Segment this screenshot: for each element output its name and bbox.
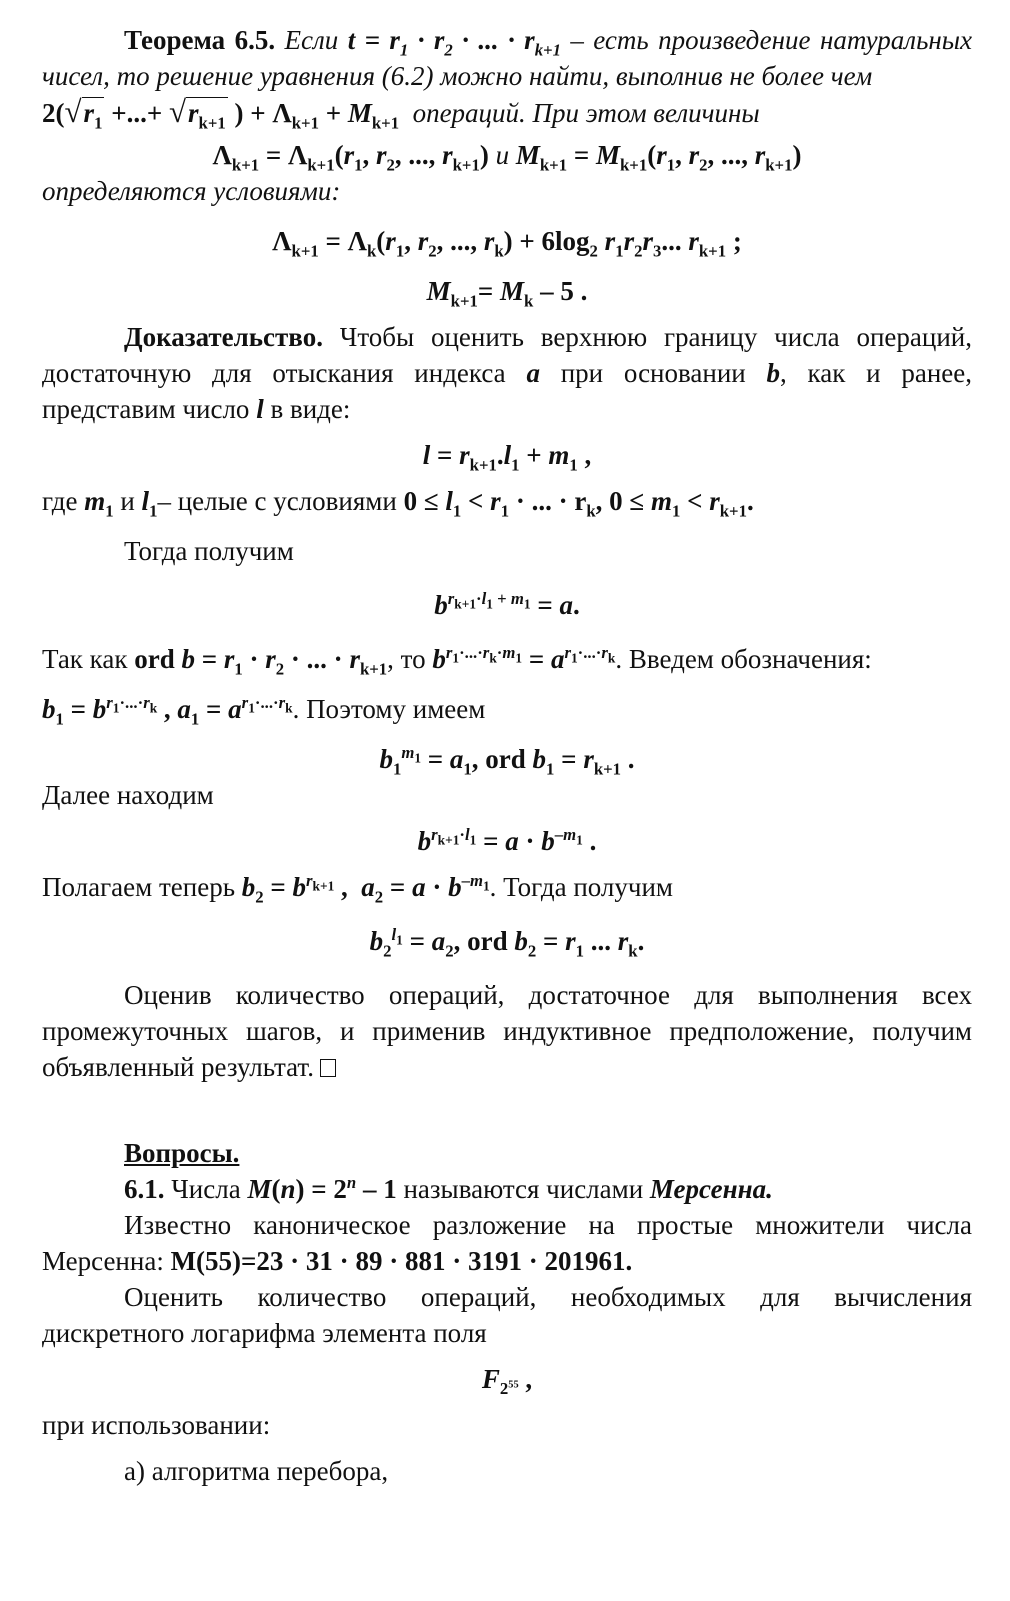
formula-b1-power: $b_1^{m_1} = a_1$, ord $b_1 = r_{k+1}$ . <box>379 743 635 779</box>
question-estimate-text: Оценить количество операций, необходимых для вычисления дискретного логарифма элемента поля <box>42 1282 972 1348</box>
proof-since-3: . Введем обозначения: <box>615 644 872 674</box>
proof-further <box>42 777 972 813</box>
proof-where-line: где $m_1$ и $l_1-$ целые с условиями $0 \le l_1 < r_1$ · ... · $r_k$, $0 \le m_1 < r_{k+1}$. <box>42 486 754 521</box>
proof-text-2: при основании <box>560 358 746 388</box>
formula-lambda-recurrence: $\Lambda_{k+1} = \Lambda_k(r_1$, $r_2$, ..., $r_k) + 6\log_2$ $r_1r_2r_3$... $r_{k+1}$ ; <box>272 226 742 261</box>
proof-put-line: Полагаем теперь $b_2 = b^{r_{k+1}}$ , $a_2 = a \cdot b^{-m_1}$. Тогда получим <box>42 871 674 907</box>
question-item-a <box>42 1453 972 1489</box>
question-text-1: Числа <box>171 1174 241 1204</box>
formula-b-power: $b^{r_{k+1}\cdot l_1 + m_1} = a$. <box>434 589 580 620</box>
questions-heading <box>42 1135 972 1171</box>
question-using <box>42 1407 972 1443</box>
proof-where-1: где <box>42 486 78 516</box>
question-known <box>42 1207 972 1279</box>
theorem-text-5: определяются условиями: <box>42 176 341 206</box>
proof-then-1-text: Тогда получим <box>124 536 294 566</box>
formula-field: $F_{2^{55}}$ , <box>481 1364 533 1399</box>
proof-paragraph: Доказательство. Чтобы оценить верхнюю границу числа операций, достаточную для отыскания индекса a при основании b, как и ранее, представим число l в виде: <box>42 322 973 424</box>
proof-text-3: , как и ранее, представим число <box>42 358 973 424</box>
formula-b2-power: $b_2^{l_1} = a_2$, ord $b_2 = r_1$ ... $r_k$. <box>369 925 645 961</box>
formula-m-recurrence: $M_{k+1}= M_k - 5$ . <box>426 276 588 311</box>
theorem-definition-formula: $\Lambda_{k+1} = \Lambda_{k+1}(r_1$, $r_2$, ..., $r_{k+1}$) и $M_{k+1} = M_{k+1}(r_1$, $r_2$, ..., $r_{k+1}$) <box>212 140 802 175</box>
proof-since-1: Так как <box>42 644 128 674</box>
theorem-text-4: и <box>495 140 510 170</box>
proof-since-2: , то <box>387 644 426 674</box>
question-text-2: называются числами <box>403 1174 644 1204</box>
proof-text-1: Чтобы оценить верхнюю границу числа операций, достаточную для отыскания индекса <box>42 322 972 388</box>
proof-conclusion <box>42 977 972 1085</box>
proof-title: Доказательство. <box>124 322 323 352</box>
question-mersenne-name: Мерсенна. <box>649 1174 773 1204</box>
theorem-paragraph <box>42 22 972 94</box>
formula-b-rk-l1: $b^{r_{k+1}\cdot l_1} = a \cdot b^{-m_1}$ . <box>417 825 597 856</box>
proof-put-2: . Тогда получим <box>489 872 674 902</box>
proof-put-1: Полагаем теперь <box>42 872 236 902</box>
proof-where-2: и <box>120 486 135 516</box>
proof-where-3: – целые с условиями <box>157 486 397 516</box>
qed-square-icon <box>320 1059 336 1077</box>
question-number: 6.1. <box>124 1174 165 1204</box>
theorem-text-2: – есть произведение натуральных чисел, то решение уравнения (6.2) можно найти, выполнив не более чем <box>42 25 973 91</box>
theorem-text-1: Если <box>284 25 339 55</box>
proof-since-line: Так как ord $b = r_1 \cdot r_2$ · ... · $r_{k+1}$, то $b^{r_1\cdot...\cdot r_k\cdot m_1} = a^{r_1\cdot...\cdot r_k}$. Введем обозначения: <box>42 643 872 679</box>
theorem-bound-line <box>42 94 972 131</box>
question-item-a-text: а) алгоритма перебора, <box>124 1456 389 1486</box>
question-using-text: при использовании: <box>42 1410 271 1440</box>
questions-heading-text: Вопросы. <box>124 1138 240 1168</box>
theorem-formula-t: $t = r_1 \cdot r_2$ · ... · $r_{k+1}$ <box>347 25 561 60</box>
proof-hence: . Поэтому имеем <box>292 694 486 724</box>
question-known-text: Известно каноническое разложение на простые множители числа Мерсенна: <box>42 1210 972 1276</box>
question-6-1: 6.1. Числа $M(n) = 2^n - 1$ называются числами Мерсенна. <box>124 1173 773 1204</box>
theorem-title: Теорема 6.5. <box>124 25 276 55</box>
proof-notation-line: $b_1 = b^{r_1\cdot...\cdot r_k}$ , $a_1 = a^{r_1\cdot...\cdot r_k}$. Поэтому имеем <box>42 693 486 729</box>
question-estimate <box>42 1279 972 1351</box>
proof-text-4: в виде: <box>270 394 351 424</box>
formula-l-decomposition: $l = r_{k+1}.l_1 + m_1$ , <box>422 440 592 475</box>
question-factorization: M(55)=23 · 31 · 89 · 881 · 3191 · 201961. <box>170 1246 633 1276</box>
theorem-text-3: операций. При этом величины <box>412 98 760 128</box>
theorem-conditions-intro <box>42 173 972 209</box>
proof-further-text: Далее находим <box>42 780 214 810</box>
proof-conclusion-text: Оценив количество операций, достаточное для выполнения всех промежуточных шагов, и применив индуктивное предположение, получим объявленный результат. <box>42 980 972 1082</box>
field-exponent: 55 <box>508 1379 519 1391</box>
proof-then-1 <box>42 533 972 569</box>
theorem-bound-formula: $2(√r_1$ +...+ $√r_{k+1}$ ) + $\Lambda_{k+1} + M_{k+1}$ <box>42 94 400 133</box>
